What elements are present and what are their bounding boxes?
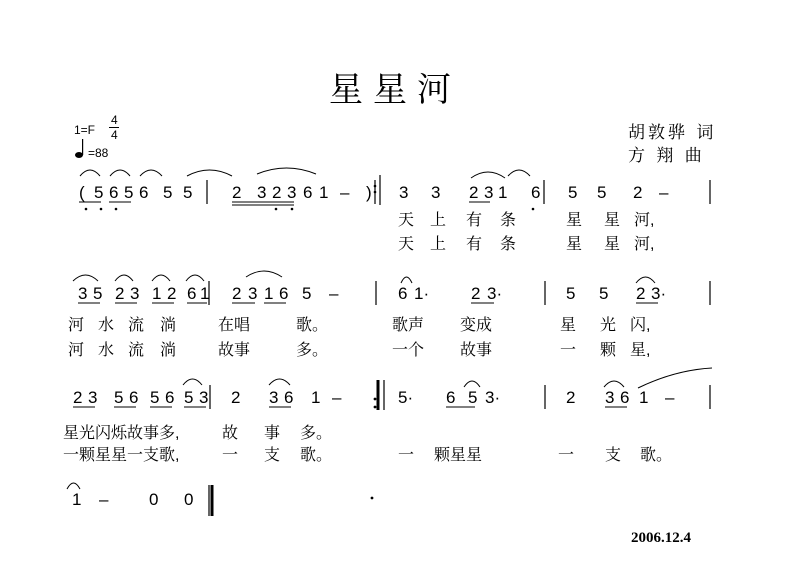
lyric-word: 闪, <box>630 317 651 334</box>
lyric-word: 有 <box>466 212 483 229</box>
note: 2 <box>636 284 646 303</box>
lyric-word: 河, <box>634 236 655 253</box>
note: 2 <box>115 284 125 303</box>
lyric-word: 河 <box>68 317 85 334</box>
lyric-word: 一 <box>560 342 577 359</box>
lyric-word: 支 <box>605 447 622 464</box>
lyric-word: 歌。 <box>296 317 329 334</box>
note: 2 <box>469 183 479 202</box>
lyric-word: 河, <box>634 212 655 229</box>
slur <box>183 379 202 385</box>
note: 5 <box>568 183 578 202</box>
note: 1 <box>639 388 649 407</box>
lyric-word: 多。 <box>300 425 333 442</box>
note: ( <box>79 183 85 202</box>
note: 5 <box>566 284 576 303</box>
note: 6 <box>187 284 197 303</box>
slur <box>471 172 505 178</box>
lyric-word: 变成 <box>460 317 493 334</box>
lyric-word: 星 <box>560 317 577 334</box>
lyric-word: 条 <box>500 236 517 253</box>
note: – <box>659 183 669 202</box>
note: 3 <box>130 284 140 303</box>
note: – <box>99 490 109 509</box>
note: 1 <box>311 388 321 407</box>
note: – <box>340 183 350 202</box>
note: 3 <box>287 183 297 202</box>
composer-credit: 方 翔 曲 <box>628 146 705 166</box>
note: 2 <box>232 183 242 202</box>
slur <box>140 170 162 176</box>
lyric-word: 一颗星星一支歌, <box>63 447 180 464</box>
lyric-word: 星 <box>566 212 583 229</box>
note: 2 <box>566 388 576 407</box>
lyric-word: 故事 <box>218 342 251 359</box>
note: 5 <box>114 388 124 407</box>
lyric-word: 流 <box>128 342 145 359</box>
dot <box>532 208 535 211</box>
time-signature-bottom: 4 <box>111 128 118 142</box>
note: 1 <box>498 183 508 202</box>
lyric-word: 水 <box>98 342 115 359</box>
lyric-word: 星 <box>566 236 583 253</box>
lyric-word: 水 <box>98 317 115 334</box>
slur <box>110 170 130 176</box>
slur <box>115 275 133 281</box>
lyric-word: 上 <box>430 236 447 253</box>
note: 3 <box>431 183 441 202</box>
slur <box>246 271 282 277</box>
key-signature: 1=F <box>74 123 96 137</box>
dot <box>371 497 374 500</box>
note: 0 <box>184 490 194 509</box>
lyric-word: 流 <box>128 317 145 334</box>
note: 1 <box>264 284 274 303</box>
lyric-word: 上 <box>430 212 447 229</box>
note: 3 <box>605 388 615 407</box>
dot <box>374 191 377 194</box>
note: 6 <box>284 388 294 407</box>
tempo-marking: =88 <box>88 146 109 160</box>
note: 6 <box>398 284 408 303</box>
dot <box>291 208 294 211</box>
note: ) <box>366 183 372 202</box>
slur <box>636 277 655 283</box>
note: 3 <box>269 388 279 407</box>
note: 3· <box>485 388 501 407</box>
song-title: 星星河 <box>329 70 461 110</box>
lyric-word: 多。 <box>296 342 329 359</box>
note: 3 <box>257 183 267 202</box>
note: 3 <box>248 284 258 303</box>
note: 5 <box>124 183 134 202</box>
note: 5 <box>183 183 193 202</box>
lyric-word: 故事 <box>460 342 493 359</box>
note: 5 <box>150 388 160 407</box>
slur <box>508 170 530 176</box>
note: 2 <box>231 388 241 407</box>
note: 5 <box>163 183 173 202</box>
slur <box>604 381 624 387</box>
note: – <box>329 284 339 303</box>
slur <box>152 275 170 281</box>
dot <box>275 208 278 211</box>
lyric-word: 支 <box>264 447 281 464</box>
lyric-word: 在唱 <box>218 317 251 334</box>
slur <box>187 170 232 176</box>
note: 6 <box>279 284 289 303</box>
lyric-word: 天 <box>398 212 415 229</box>
note: 6 <box>109 183 119 202</box>
lyric-word: 一 <box>398 447 415 464</box>
note: 1· <box>414 284 430 303</box>
lyric-word: 一 <box>222 447 239 464</box>
note: 3 <box>78 284 88 303</box>
note: 2 <box>232 284 242 303</box>
lyric-word: 星, <box>630 342 651 359</box>
dot <box>374 398 377 401</box>
note: 5 <box>93 284 103 303</box>
note: 3· <box>651 284 667 303</box>
note: 6 <box>165 388 175 407</box>
note: 2 <box>471 284 481 303</box>
time-signature-top: 4 <box>111 113 118 127</box>
slur <box>464 381 480 387</box>
lyric-word: 歌声 <box>392 317 425 334</box>
note: 6 <box>531 183 541 202</box>
lyric-word: 一 <box>558 447 575 464</box>
note: 0 <box>149 490 159 509</box>
slur <box>73 275 98 281</box>
slur <box>257 168 316 174</box>
lyric-word: 歌。 <box>640 447 673 464</box>
note: 3 <box>199 388 209 407</box>
note: 2 <box>633 183 643 202</box>
note: 2 <box>73 388 83 407</box>
lyric-word: 故 <box>222 425 239 442</box>
note: 2 <box>167 284 177 303</box>
note: 6 <box>139 183 149 202</box>
note: 6 <box>446 388 456 407</box>
note: 1 <box>152 284 162 303</box>
lyric-word: 光 <box>600 317 617 334</box>
slur <box>638 368 712 388</box>
lyric-word: 星 <box>604 236 621 253</box>
note: 6 <box>303 183 313 202</box>
note: 3· <box>487 284 503 303</box>
note: 5 <box>302 284 312 303</box>
lyric-word: 颗星星 <box>434 447 483 464</box>
note: 6 <box>620 388 630 407</box>
lyric-word: 一个 <box>392 342 425 359</box>
note: 5 <box>94 183 104 202</box>
lyric-word: 天 <box>398 236 415 253</box>
note: 1 <box>200 284 210 303</box>
lyric-word: 歌。 <box>300 447 333 464</box>
slur <box>67 483 80 489</box>
note: 5· <box>398 388 414 407</box>
slur <box>401 277 412 283</box>
lyric-word: 有 <box>466 236 483 253</box>
date-stamp: 2006.12.4 <box>631 530 691 546</box>
lyricist-credit: 胡敦骅 词 <box>628 123 717 143</box>
slur <box>269 379 290 385</box>
note: 3 <box>399 183 409 202</box>
note: 2 <box>272 183 282 202</box>
lyric-word: 事 <box>264 425 281 442</box>
note: 1 <box>72 490 82 509</box>
lyric-word: 星光闪烁故事多, <box>63 425 180 442</box>
dot <box>115 208 118 211</box>
note: 3 <box>88 388 98 407</box>
slur <box>186 275 204 281</box>
lyric-word: 淌 <box>160 317 177 334</box>
lyric-word: 颗 <box>600 342 617 359</box>
note: – <box>332 388 342 407</box>
note: – <box>665 388 675 407</box>
note: 3 <box>484 183 494 202</box>
note: 5 <box>184 388 194 407</box>
slur <box>80 170 100 176</box>
lyric-word: 淌 <box>160 342 177 359</box>
note: 5 <box>468 388 478 407</box>
note: 5 <box>597 183 607 202</box>
note: 5 <box>599 284 609 303</box>
note: 6 <box>129 388 139 407</box>
dot <box>374 185 377 188</box>
dot <box>85 208 88 211</box>
dot <box>374 406 377 409</box>
lyric-word: 条 <box>500 212 517 229</box>
lyric-word: 星 <box>604 212 621 229</box>
note: 1 <box>319 183 329 202</box>
lyric-word: 河 <box>68 342 85 359</box>
dot <box>100 208 103 211</box>
